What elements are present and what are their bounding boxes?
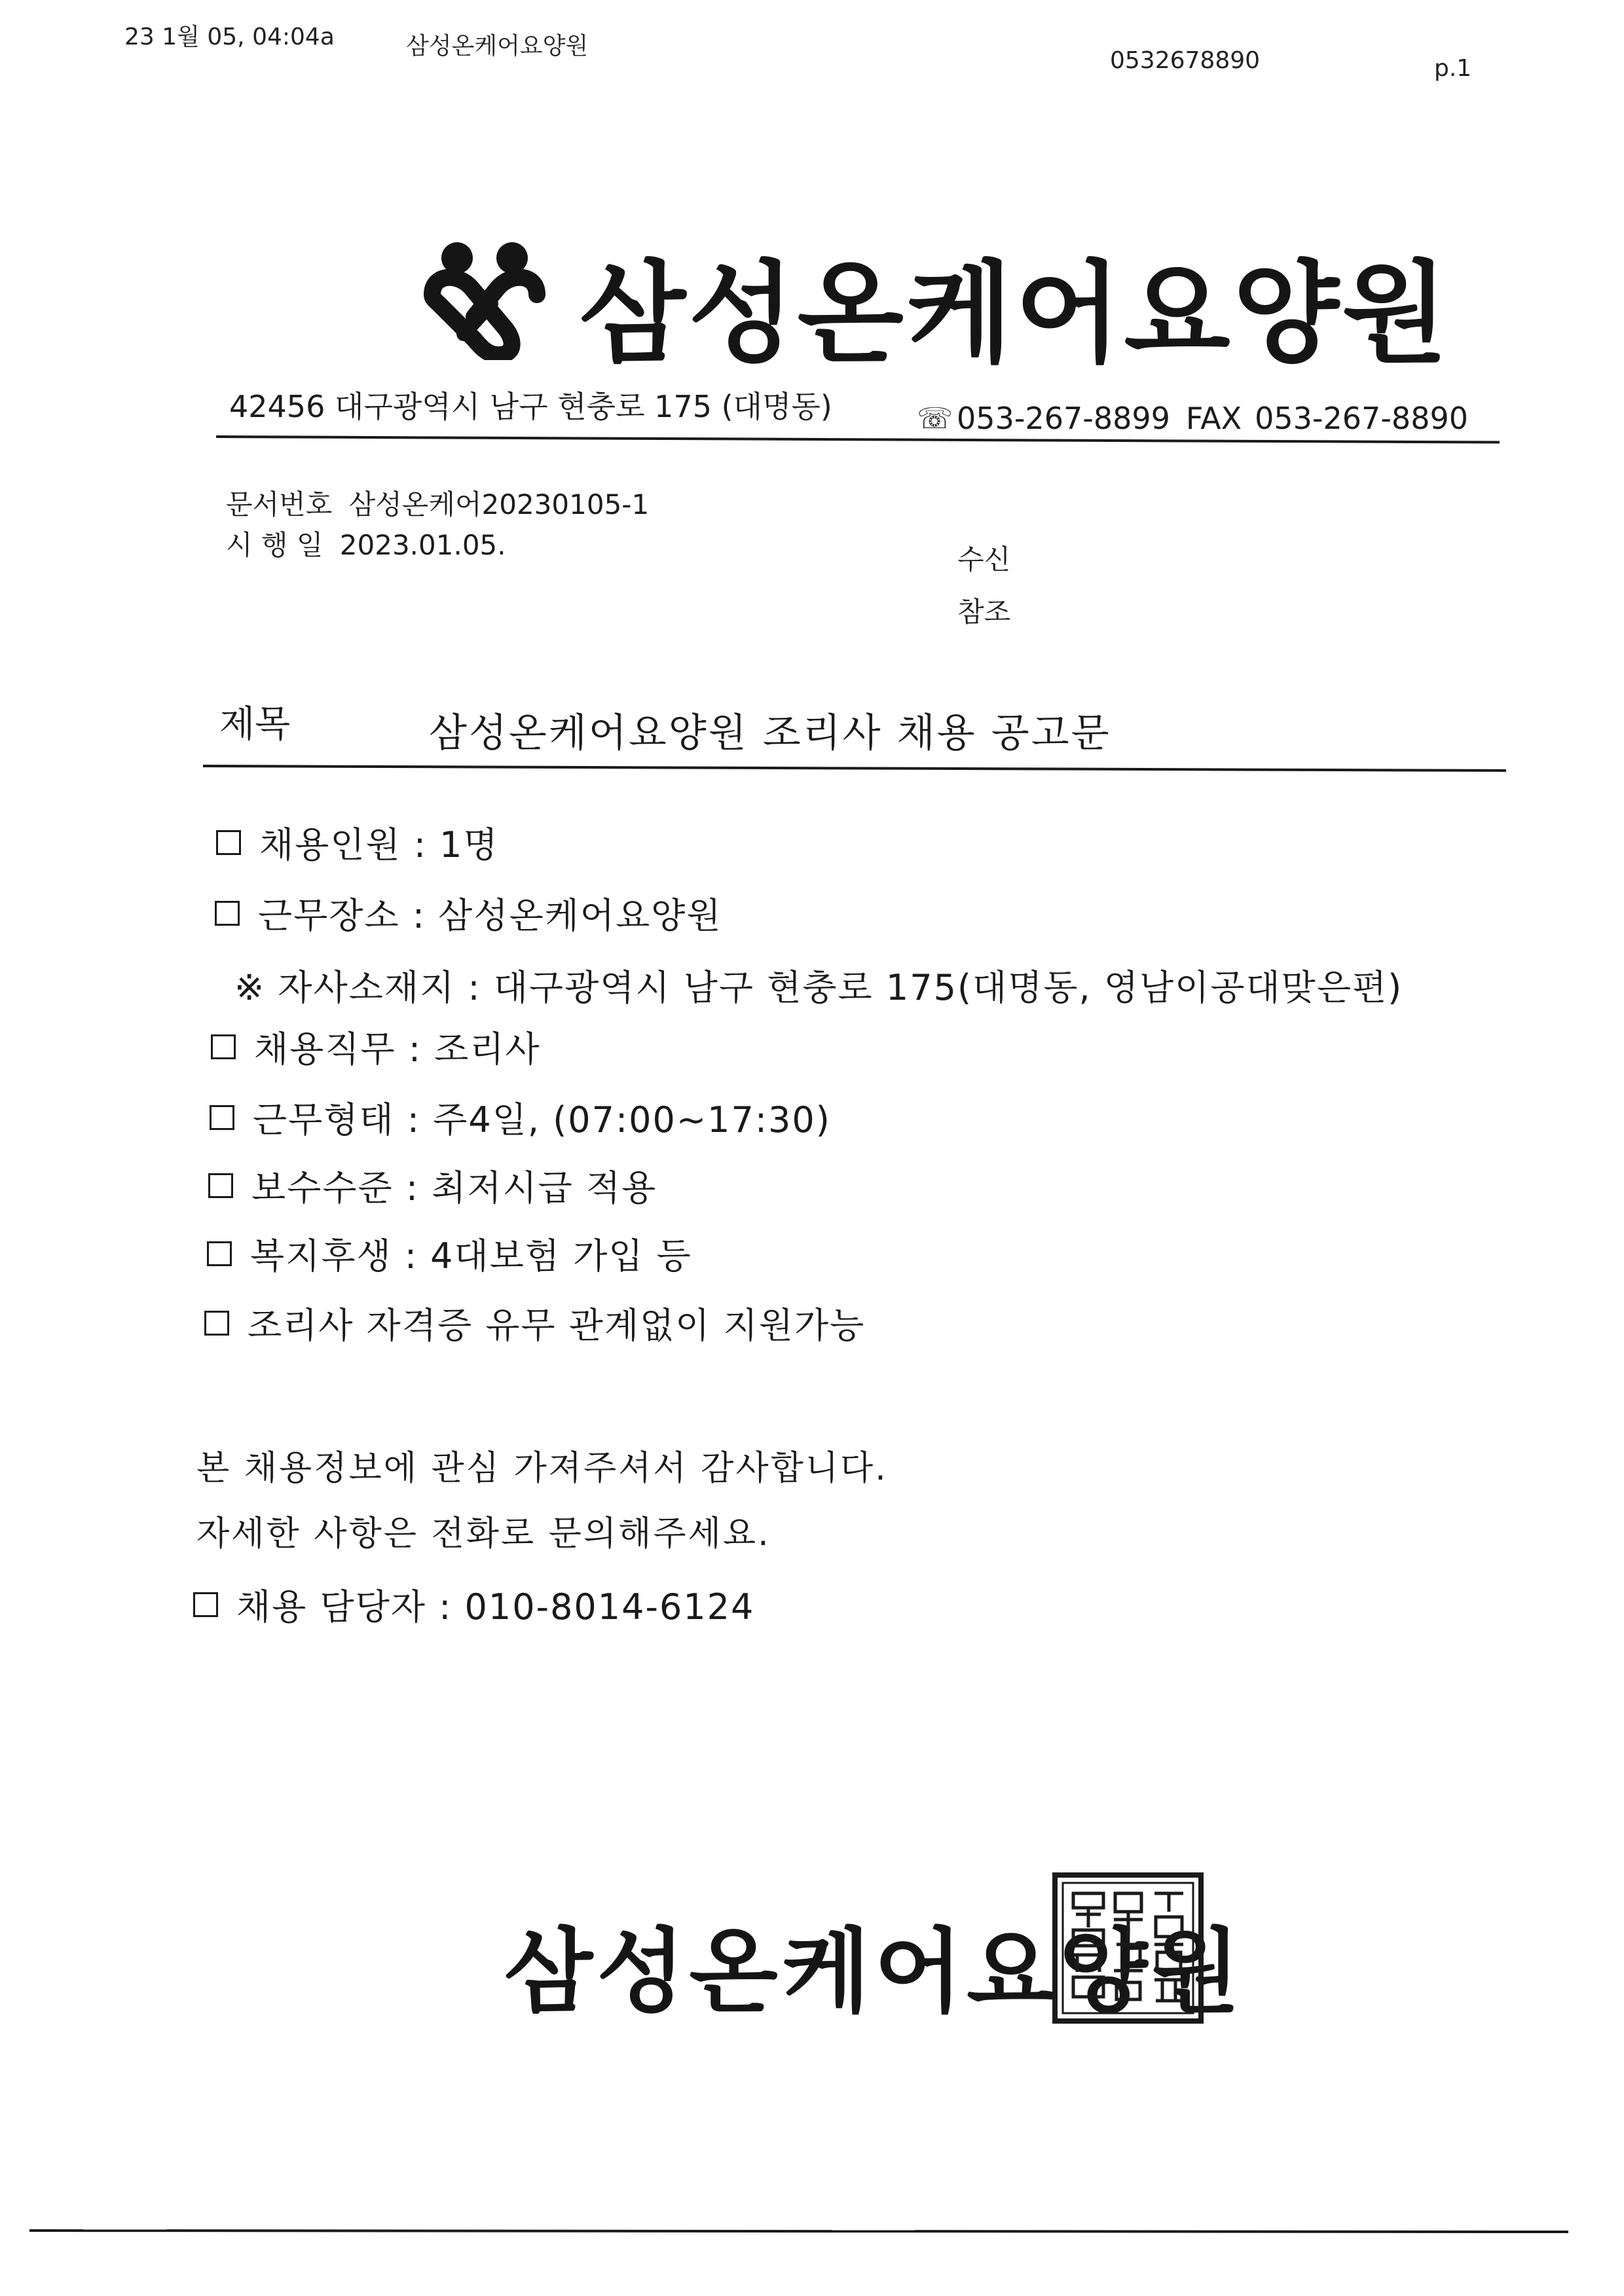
item-welfare xyxy=(207,1228,692,1279)
item-work-type xyxy=(210,1092,831,1142)
item-work-type-text: 근무형태 : 주4일, (07:00~17:30) xyxy=(253,1099,831,1140)
footer-rule xyxy=(29,2229,1568,2233)
subject-divider xyxy=(203,765,1506,772)
doc-number-row xyxy=(226,483,649,522)
letterhead-divider xyxy=(216,435,1500,444)
doc-date-row xyxy=(226,524,506,563)
reference-label: 참조 xyxy=(957,596,1011,628)
item-pay xyxy=(208,1160,657,1211)
item-license-text: 조리사 자격증 유무 관계없이 지원가능 xyxy=(248,1305,866,1346)
org-address: 42456 대구광역시 남구 현충로 175 (대명동) xyxy=(229,389,832,424)
checkbox xyxy=(207,1241,232,1266)
fax-page-number: p.1 xyxy=(1434,55,1472,82)
closing-thanks: 본 채용정보에 관심 가져주셔서 감사합니다. xyxy=(196,1449,888,1488)
doc-date-label: 시 행 일 xyxy=(226,529,323,561)
item-location-note: ※ 자사소재지 : 대구광역시 남구 현충로 175(대명동, 영남이공대맞은편) xyxy=(234,967,1403,1008)
official-seal-stamp-icon xyxy=(1051,1871,1205,2025)
org-phone: 053-267-8899 xyxy=(957,401,1170,436)
doc-number: 삼성온케어20230105-1 xyxy=(348,488,650,520)
doc-number-label: 문서번호 xyxy=(226,488,333,520)
org-contact-line xyxy=(917,401,1468,436)
checkbox xyxy=(210,1105,234,1130)
item-pay-text: 보수수준 : 최저시급 적용 xyxy=(251,1167,657,1209)
recipient-label: 수신 xyxy=(957,543,1011,575)
closing-inquiry: 자세한 사항은 전화로 문의해주세요. xyxy=(196,1514,771,1554)
doc-date: 2023.01.05. xyxy=(339,529,506,561)
item-welfare-text: 복지후생 : 4대보험 가입 등 xyxy=(250,1235,692,1277)
contact-person-text: 채용 담당자 : 010-8014-6124 xyxy=(236,1586,755,1628)
item-job-text: 채용직무 : 조리사 xyxy=(254,1029,541,1070)
contact-person xyxy=(193,1579,754,1630)
checkbox xyxy=(208,1173,233,1198)
checkbox xyxy=(211,1034,236,1059)
fax-number: 0532678890 xyxy=(1110,47,1261,74)
item-headcount-text: 채용인원 : 1명 xyxy=(259,824,499,866)
item-license xyxy=(204,1298,865,1348)
heart-hands-logo-icon xyxy=(419,236,550,360)
checkbox xyxy=(215,901,240,926)
fax-datetime: 23 1월 05, 04:04a xyxy=(124,24,335,50)
checkbox xyxy=(193,1592,218,1617)
org-fax: 053-267-8890 xyxy=(1255,401,1468,436)
subject-label: 제목 xyxy=(219,703,291,746)
org-title: 삼성온케어요양원 xyxy=(580,249,1451,378)
checkbox xyxy=(204,1311,229,1336)
checkbox xyxy=(216,830,241,855)
org-fax-label: FAX xyxy=(1185,401,1242,436)
item-workplace xyxy=(215,888,722,938)
item-workplace-text: 근무장소 : 삼성온케어요양원 xyxy=(258,895,722,936)
subject-title: 삼성온케어요양원 조리사 채용 공고문 xyxy=(429,710,1111,756)
item-headcount xyxy=(216,817,499,867)
signature-org-name: 삼성온케어요양원 xyxy=(504,1919,1244,2026)
telephone-icon: ☏ xyxy=(917,401,953,435)
item-job xyxy=(211,1021,541,1072)
fax-sender: 삼성온케어요양원 xyxy=(406,33,589,60)
